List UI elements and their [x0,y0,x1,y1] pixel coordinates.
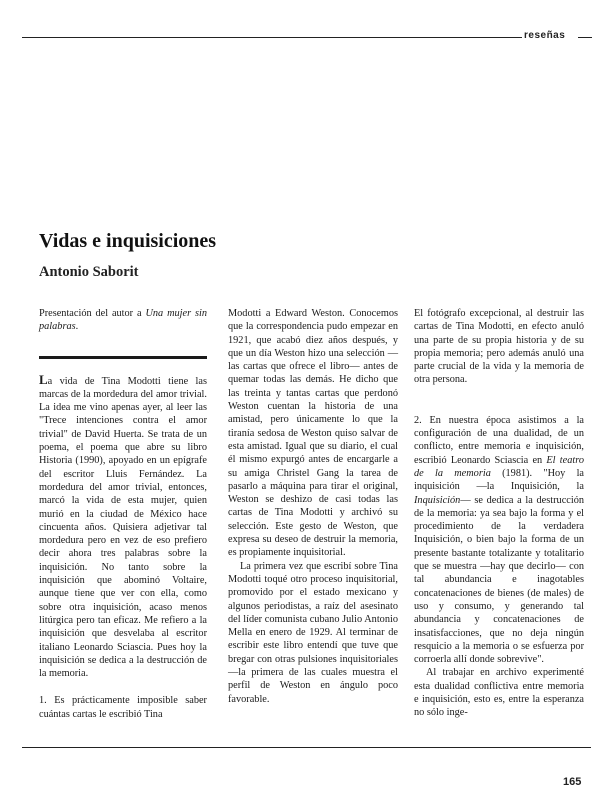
body-paragraph [414,414,584,667]
body-paragraph: 1. Es prácticamente imposible saber cuántas cartas le escribió Tina [39,695,207,720]
column-2 [228,307,398,706]
top-rule [22,37,522,38]
presentation-note [39,307,207,334]
article-title: Vidas e inquisiciones [39,230,217,252]
page-number: 165 [563,776,582,788]
book-title: El teatro de la memoria [414,454,584,479]
paragraph-text: — se dedica a la destrucción de la memoria: ya sea bajo la forma y el procedimiento de la verdadera Inquisición, o bien bajo la forma de un presente bastante totalizante y totalitario que se muestra —hay que decirlo— con tal abundancia e inagotables concatenaciones de bienes (de males) de uso y consumo, y generando tal abundancia y concatenaciones de insatisfacciones, que no deja ningún resquicio a la memoria o se esfuerza por corroerla allí donde sobrevive". [414,494,584,666]
section-label: reseñas [524,30,566,41]
presentation-suffix: . [75,321,79,333]
paragraph-text: a vida de Tina Modotti tiene las marcas de la mordedura del amor trivial. La idea me vino apenas ayer, al leer las "Trece intenciones contra el amor trivial" de David Huerta. Se trata de un poema, el poema que abre su libro Historia (1990), apoyado en un epígrafe del escritor Lluis Fernández. La mordedura del amor trivial, entonces, marcó la vida de esta mujer, quien murió en la ciudad de México hace cincuenta años. Quisiera adjetivar tal mordedura pero en vez de eso prefiero decir ahora tres palabras sobre la inquisición. No tanto sobre la inquisición que abominó Voltaire, aunque tiene que ver con ella, como sobre otra inquisición, acaso menos litúrgica pero tan eficaz. Me refiero a la inquisición que desvelaba al escritor italiano Leonardo Sciascia. Pues hoy la inquisición se dedica a la destrucción de la memoria. [39,375,207,680]
section-divider [39,356,207,359]
paragraph-text: (1981). "Hoy la inquisición —la Inquisición, la [414,467,584,493]
bottom-rule [22,747,591,748]
presentation-book-title: Una mujer sin palabras [39,308,208,333]
top-rule-end [578,37,592,38]
column-3 [414,307,584,720]
emphasis: Inquisición [414,494,461,506]
paragraph-text: 2. En nuestra época asistimos a la configuración de una dualidad, de un conflicto, entre memoria e inquisición, escribió Leonardo Sciascia en [414,414,584,466]
body-paragraph [39,373,207,681]
body-paragraph: Al trabajar en archivo experimenté esta dualidad conflictiva entre memoria e inquisición, esto es, entre la esperanza no sólo inge- [414,667,584,719]
presentation-prefix: Presentación del autor a [39,308,146,319]
article-author: Antonio Saborit [39,264,139,280]
body-paragraph: La primera vez que escribí sobre Tina Modotti toqué otro proceso inquisitorial, promovido por el estado mexicano y algunos periodistas, a raíz del asesinato del líder comunista cubano Julio Antonio Mella en enero de 1929. Al terminar de escribir este libro entendí que tuve que bregar con otras pulsiones inquisitoriales —la primera de las cuales muestra el perfil de Weston en ángulo poco favorable. [228,560,398,705]
drop-cap: L [39,371,48,387]
column-1 [39,307,207,721]
body-paragraph: El fotógrafo excepcional, al destruir las cartas de Tina Modotti, en efecto anuló una parte de su propia historia y de su propia memoria; pero además anuló una parte crucial de la vida y la memoria de otra persona. [414,308,584,386]
body-paragraph: Modotti a Edward Weston. Conocemos que la correspondencia pudo empezar en 1921, que acabó diez años después, y que un día Weston hizo una selección —las cartas que ofrece el libro— antes de quemar todas las demás. He dicho que las treinta y tantas cartas que perdonó Weston cuentan la historia de una amistad, pero únicamente lo que la tiranía sedosa de Weston quiso salvar de esta amistad. Igual que su diario, el cual él mismo expurgó antes de encargarle a su amiga Christel Gang la tarea de pasarlo a máquina para tirar el original, Weston se deshizo de casi todas las cartas de Tina Modotti y archivó su selección. Este gesto de Weston, que expresa su deseo de destruir la memoria, es propiamente inquisitorial. [228,308,398,559]
